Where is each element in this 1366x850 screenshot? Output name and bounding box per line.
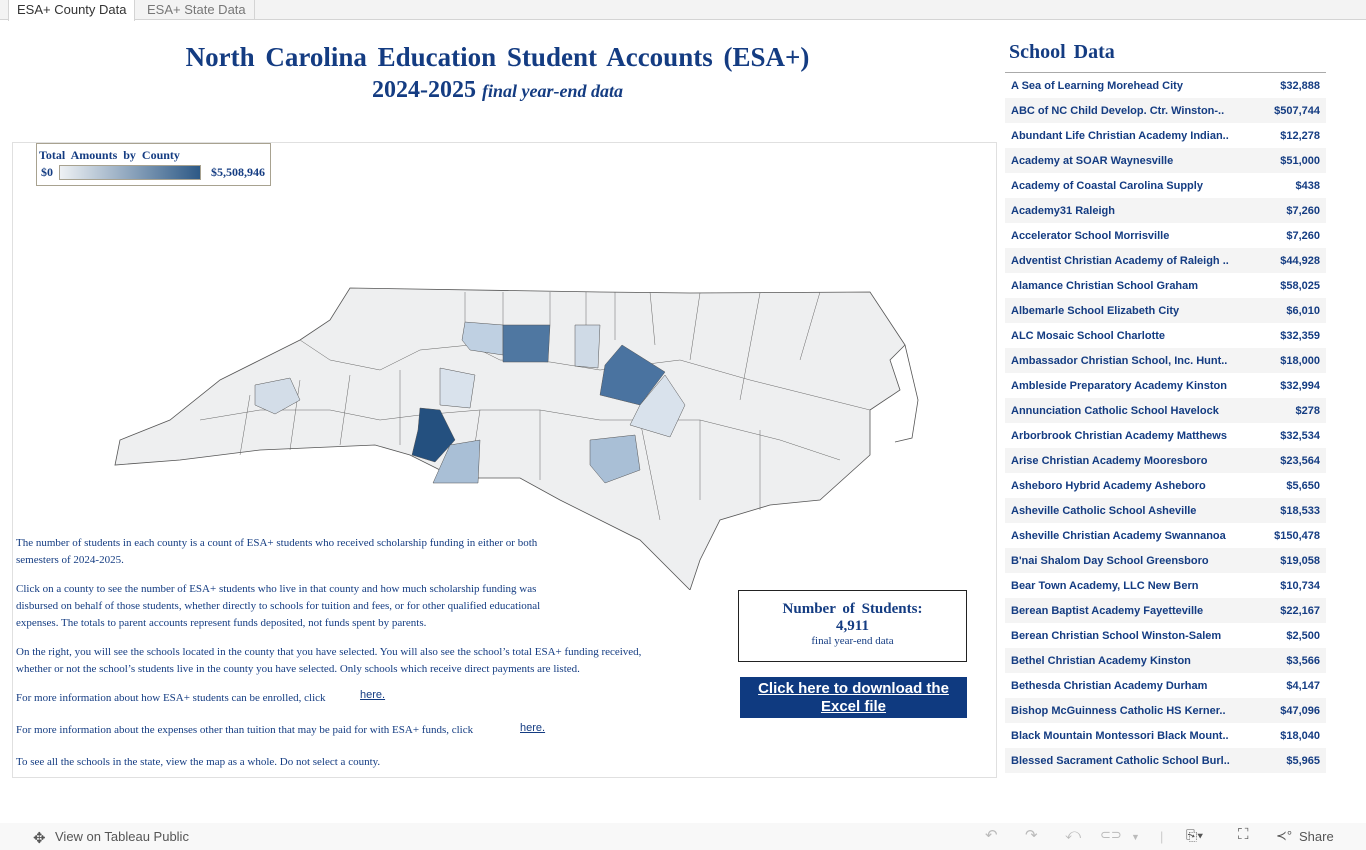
- school-name: Abundant Life Christian Academy Indian..: [1011, 129, 1229, 142]
- legend-title: Total Amounts by County: [39, 148, 180, 162]
- school-amount: $18,000: [1280, 354, 1320, 367]
- view-on-tableau-link[interactable]: View on Tableau Public: [55, 829, 189, 844]
- school-name: Asheboro Hybrid Academy Asheboro: [1011, 479, 1206, 492]
- subtitle: final year-end data: [482, 81, 623, 101]
- school-amount: $4,147: [1286, 679, 1320, 692]
- school-amount: $7,260: [1286, 204, 1320, 217]
- school-name: ABC of NC Child Develop. Ctr. Winston-..: [1011, 104, 1225, 117]
- year-label: 2024-2025: [372, 77, 476, 103]
- school-amount: $18,533: [1280, 504, 1320, 517]
- school-name: Berean Baptist Academy Fayetteville: [1011, 604, 1204, 617]
- school-name: Academy of Coastal Carolina Supply: [1011, 179, 1203, 192]
- school-amount: $32,994: [1280, 379, 1320, 392]
- county-guilford[interactable]: [503, 325, 550, 362]
- page-title: [100, 42, 895, 104]
- school-row[interactable]: [1005, 123, 1326, 148]
- school-amount: $6,010: [1286, 304, 1320, 317]
- school-amount: $23,564: [1280, 454, 1320, 467]
- share-icon[interactable]: ≺°: [1276, 828, 1293, 843]
- school-amount: $32,534: [1280, 429, 1320, 442]
- school-row[interactable]: [1005, 548, 1326, 573]
- school-amount: $12,278: [1280, 129, 1320, 142]
- county-durham[interactable]: [575, 325, 600, 368]
- refresh-icon[interactable]: ⊂⊃: [1100, 827, 1122, 842]
- school-row[interactable]: [1005, 573, 1326, 598]
- students-note: final year-end data: [811, 635, 894, 647]
- school-name: ALC Mosaic School Charlotte: [1011, 329, 1166, 342]
- download-excel-button[interactable]: [740, 677, 967, 718]
- school-name: Ambassador Christian School, Inc. Hunt..: [1011, 354, 1228, 367]
- legend-max: $5,508,946: [211, 165, 265, 179]
- title-line: North Carolina Education Student Accounts (ESA+): [185, 42, 810, 72]
- sheet-tabs: [0, 0, 1366, 20]
- school-amount: $32,888: [1280, 79, 1320, 92]
- school-name: Asheville Catholic School Asheville: [1011, 504, 1197, 517]
- info-paragraph-1: The number of students in each county is a count of ESA+ students who received scholarship funding in either or both semesters of 2024-2025.: [16, 537, 538, 566]
- school-name: Arborbrook Christian Academy Matthews: [1011, 429, 1227, 442]
- school-name: Academy at SOAR Waynesville: [1011, 154, 1174, 167]
- students-value: 4,911: [836, 618, 869, 634]
- revert-icon[interactable]: ⤺: [1065, 826, 1082, 843]
- school-row[interactable]: [1005, 673, 1326, 698]
- school-data-title: School Data: [1009, 41, 1115, 63]
- county-iredell[interactable]: [440, 368, 475, 408]
- info-paragraph-2: Click on a county to see the number of ESA+ students who live in that county and how much scholarship funding was disbursed on behalf of those students, whether directly to schools for tuition and fees, or for other qualified educational expenses. The totals to parent accounts represent funds deposited, not funds spent by parents.: [16, 583, 541, 629]
- school-name: Asheville Christian Academy Swannanoa: [1011, 529, 1226, 542]
- school-amount: $22,167: [1280, 604, 1320, 617]
- school-row[interactable]: [1005, 323, 1326, 348]
- school-row[interactable]: [1005, 423, 1326, 448]
- school-list: [1005, 72, 1326, 773]
- school-row[interactable]: [1005, 398, 1326, 423]
- school-amount: $10,734: [1280, 579, 1320, 592]
- school-name: Accelerator School Morrisville: [1011, 229, 1170, 242]
- info-paragraph-5: For more information about the expenses other than tuition that may be paid for with ESA+ funds, click: [16, 724, 474, 736]
- school-amount: $47,096: [1280, 704, 1320, 717]
- school-name: Bear Town Academy, LLC New Bern: [1011, 579, 1199, 592]
- fullscreen-icon[interactable]: ⛶: [1238, 826, 1249, 843]
- legend-min: $0: [41, 165, 53, 179]
- school-name: Berean Christian School Winston-Salem: [1011, 629, 1222, 642]
- info-paragraph-3: On the right, you will see the schools located in the county that you have selected. You will also see the school’s total ESA+ funding received, whether or not the school’s students live in the county you have selected. Only schools which receive direct payments are listed.: [16, 646, 642, 675]
- toolbar-divider: |: [1160, 829, 1164, 844]
- download-icon[interactable]: ⎘▾: [1186, 827, 1204, 843]
- school-amount: $438: [1295, 179, 1320, 192]
- school-row[interactable]: [1005, 598, 1326, 623]
- school-amount: $32,359: [1280, 329, 1320, 342]
- school-name: B'nai Shalom Day School Greensboro: [1011, 554, 1209, 567]
- color-legend: [36, 143, 271, 186]
- school-name: Adventist Christian Academy of Raleigh ..: [1011, 254, 1229, 267]
- school-row[interactable]: [1005, 98, 1326, 123]
- school-row[interactable]: [1005, 648, 1326, 673]
- school-row[interactable]: [1005, 723, 1326, 748]
- county-outer-banks[interactable]: [895, 345, 918, 442]
- school-name: Alamance Christian School Graham: [1011, 279, 1199, 292]
- legend-gradient: [59, 165, 201, 180]
- school-row[interactable]: [1005, 298, 1326, 323]
- school-name: Bethel Christian Academy Kinston: [1011, 654, 1191, 667]
- school-row[interactable]: [1005, 73, 1326, 98]
- download-line-1: Click here to download the: [758, 680, 949, 697]
- tab-state-data[interactable]: ESA+ State Data: [139, 0, 255, 20]
- school-name: Academy31 Raleigh: [1011, 204, 1115, 217]
- school-amount: $150,478: [1274, 529, 1320, 542]
- school-row[interactable]: [1005, 373, 1326, 398]
- school-name: Albemarle School Elizabeth City: [1011, 304, 1180, 317]
- school-amount: $3,566: [1286, 654, 1320, 667]
- school-row[interactable]: [1005, 523, 1326, 548]
- school-amount: $7,260: [1286, 229, 1320, 242]
- school-row[interactable]: [1005, 748, 1326, 773]
- students-label: Number of Students:: [782, 601, 923, 617]
- school-row[interactable]: [1005, 348, 1326, 373]
- school-row[interactable]: [1005, 273, 1326, 298]
- school-amount: $5,965: [1286, 754, 1320, 767]
- enrollment-info-link[interactable]: here.: [360, 689, 386, 701]
- school-amount: $507,744: [1274, 104, 1320, 117]
- school-amount: $44,928: [1280, 254, 1320, 267]
- school-amount: $18,040: [1280, 729, 1320, 742]
- tab-county-data[interactable]: ESA+ County Data: [8, 0, 135, 21]
- school-name: A Sea of Learning Morehead City: [1011, 79, 1183, 92]
- school-amount: $2,500: [1286, 629, 1320, 642]
- redo-icon[interactable]: ↷: [1025, 827, 1038, 844]
- school-name: Ambleside Preparatory Academy Kinston: [1011, 379, 1227, 392]
- tableau-toolbar: [0, 823, 1366, 850]
- school-name: Annunciation Catholic School Havelock: [1011, 404, 1219, 417]
- school-amount: $51,000: [1280, 154, 1320, 167]
- school-row[interactable]: [1005, 173, 1326, 198]
- school-row[interactable]: [1005, 448, 1326, 473]
- school-name: Bethesda Christian Academy Durham: [1011, 679, 1208, 692]
- school-name: Bishop McGuinness Catholic HS Kerner..: [1011, 704, 1226, 717]
- share-button[interactable]: Share: [1299, 829, 1334, 844]
- school-row[interactable]: [1005, 248, 1326, 273]
- info-paragraph-6: To see all the schools in the state, view the map as a whole. Do not select a county.: [16, 756, 381, 768]
- expenses-info-link[interactable]: here.: [520, 722, 546, 734]
- refresh-dropdown-icon[interactable]: ▼: [1131, 832, 1140, 842]
- school-amount: $58,025: [1280, 279, 1320, 292]
- download-line-2: Excel file: [820, 698, 887, 715]
- school-amount: $278: [1295, 404, 1320, 417]
- school-name: Blessed Sacrament Catholic School Burl..: [1011, 754, 1230, 767]
- school-row[interactable]: [1005, 473, 1326, 498]
- student-count-box: [738, 590, 967, 662]
- school-row[interactable]: [1005, 198, 1326, 223]
- school-row[interactable]: [1005, 623, 1326, 648]
- school-row[interactable]: [1005, 223, 1326, 248]
- school-name: Black Mountain Montessori Black Mount..: [1011, 729, 1229, 742]
- school-row[interactable]: [1005, 698, 1326, 723]
- school-row[interactable]: [1005, 498, 1326, 523]
- school-amount: $5,650: [1286, 479, 1320, 492]
- school-name: Arise Christian Academy Mooresboro: [1011, 454, 1208, 467]
- info-paragraph-4: For more information about how ESA+ students can be enrolled, click: [16, 692, 326, 704]
- undo-icon[interactable]: ↶: [985, 827, 998, 844]
- school-amount: $19,058: [1280, 554, 1320, 567]
- move-icon: ✥: [33, 830, 46, 847]
- school-row[interactable]: [1005, 148, 1326, 173]
